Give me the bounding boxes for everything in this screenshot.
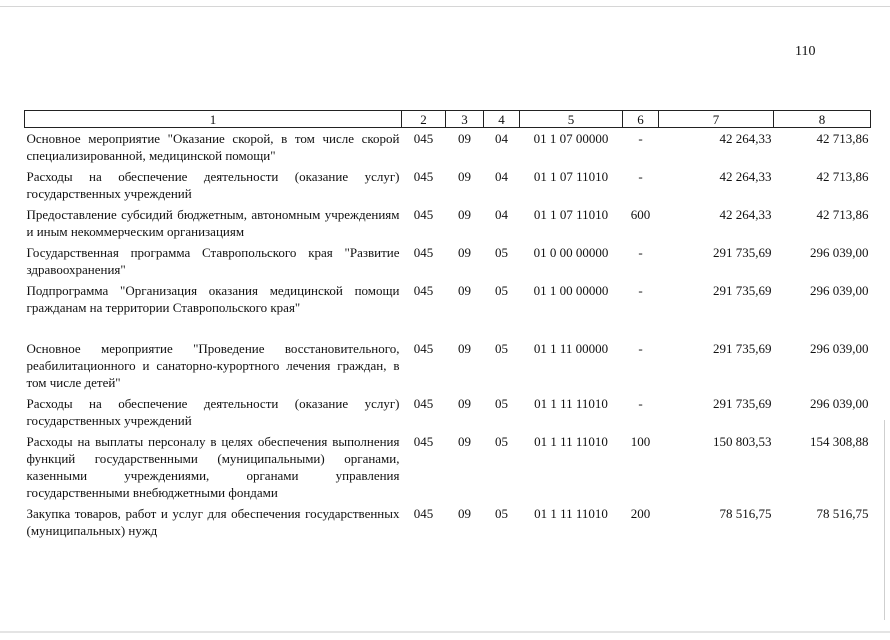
subsection-code: 04: [495, 169, 508, 184]
scan-edge-bottom: [0, 631, 890, 633]
ministry-code: 045: [413, 131, 434, 146]
expense-type-code: 100: [630, 434, 651, 449]
column-header: 7: [659, 111, 774, 128]
subsection-code: 05: [495, 396, 508, 411]
target-item-code: 01 1 07 11010: [533, 207, 609, 222]
column-header: 3: [446, 111, 484, 128]
target-item-code: 01 1 11 00000: [533, 341, 609, 356]
amount-col7: 291 735,69: [713, 245, 772, 260]
page-number: 110: [795, 44, 816, 59]
row-name: Предоставление субсидий бюджетным, автономным учреждениям и иным некоммерческим организациям: [26, 207, 400, 239]
amount-col7: 291 735,69: [713, 396, 772, 411]
table-row: [25, 128, 871, 167]
target-item-code: 01 1 07 00000: [533, 131, 609, 146]
header-row: [25, 111, 871, 128]
subsection-code: 05: [495, 245, 508, 260]
amount-col7: 42 264,33: [719, 169, 772, 184]
ministry-code: 045: [413, 207, 434, 222]
row-name: Закупка товаров, работ и услуг для обеспечения государственных (муниципальных) нужд: [26, 506, 400, 538]
column-header: 8: [774, 111, 871, 128]
subsection-code: 04: [495, 131, 508, 146]
section-code: 09: [458, 341, 471, 356]
target-item-code: 01 1 07 11010: [533, 169, 609, 184]
table-row: [25, 166, 871, 204]
expense-type-code: -: [638, 283, 643, 298]
column-header: 2: [402, 111, 446, 128]
amount-col8: 154 308,88: [810, 434, 869, 449]
expense-type-code: 200: [630, 506, 651, 521]
target-item-code: 01 1 11 11010: [534, 434, 608, 449]
section-code: 09: [458, 506, 471, 521]
scan-edge-top: [0, 6, 890, 7]
amount-col8: 296 039,00: [810, 396, 869, 411]
row-name: Подпрограмма "Организация оказания медицинской помощи гражданам на территории Ставропольского края": [26, 283, 400, 315]
section-code: 09: [458, 131, 471, 146]
amount-col7: 150 803,53: [713, 434, 772, 449]
ministry-code: 045: [413, 434, 434, 449]
table-row: [25, 280, 871, 338]
target-item-code: 01 1 00 00000: [533, 283, 609, 298]
amount-col8: 42 713,86: [816, 169, 869, 184]
section-code: 09: [458, 283, 471, 298]
target-item-code: 01 1 11 11010: [534, 396, 608, 411]
section-code: 09: [458, 396, 471, 411]
row-name: Государственная программа Ставропольского края "Развитие здравоохранения": [26, 245, 400, 277]
amount-col7: 291 735,69: [713, 341, 772, 356]
amount-col8: 296 039,00: [810, 341, 869, 356]
section-code: 09: [458, 434, 471, 449]
column-header: 1: [25, 111, 402, 128]
scan-edge-right: [884, 420, 885, 620]
table-row: [25, 431, 871, 503]
expense-type-code: -: [638, 245, 643, 260]
amount-col7: 42 264,33: [719, 131, 772, 146]
target-item-code: 01 1 11 11010: [534, 506, 608, 521]
subsection-code: 05: [495, 341, 508, 356]
subsection-code: 05: [495, 506, 508, 521]
expense-type-code: -: [638, 396, 643, 411]
table-row: [25, 503, 871, 541]
target-item-code: 01 0 00 00000: [533, 245, 609, 260]
ministry-code: 045: [413, 283, 434, 298]
amount-col8: 42 713,86: [816, 207, 869, 222]
column-header: 5: [520, 111, 623, 128]
column-header: 4: [484, 111, 520, 128]
table-row: [25, 242, 871, 280]
amount-col8: 42 713,86: [816, 131, 869, 146]
expense-type-code: 600: [630, 207, 651, 222]
ministry-code: 045: [413, 506, 434, 521]
amount-col7: 291 735,69: [713, 283, 772, 298]
subsection-code: 05: [495, 283, 508, 298]
amount-col7: 42 264,33: [719, 207, 772, 222]
table-row: [25, 338, 871, 393]
amount-col8: 296 039,00: [810, 245, 869, 260]
section-code: 09: [458, 245, 471, 260]
row-name: Расходы на обеспечение деятельности (оказание услуг) государственных учреждений: [26, 396, 400, 428]
section-code: 09: [458, 169, 471, 184]
row-name: Основное мероприятие "Проведение восстановительного, реабилитационного и санаторно-курортного лечения граждан, в том числе детей": [26, 341, 400, 390]
ministry-code: 045: [413, 245, 434, 260]
table-row: [25, 393, 871, 431]
ministry-code: 045: [413, 396, 434, 411]
ministry-code: 045: [413, 341, 434, 356]
amount-col8: 78 516,75: [816, 506, 869, 521]
row-name: Основное мероприятие "Оказание скорой, в том числе скорой специализированной, медицинской помощи": [26, 131, 400, 163]
subsection-code: 05: [495, 434, 508, 449]
column-header: 6: [623, 111, 659, 128]
expense-type-code: -: [638, 131, 643, 146]
ministry-code: 045: [413, 169, 434, 184]
section-code: 09: [458, 207, 471, 222]
subsection-code: 04: [495, 207, 508, 222]
row-name: Расходы на обеспечение деятельности (оказание услуг) государственных учреждений: [26, 169, 400, 201]
amount-col8: 296 039,00: [810, 283, 869, 298]
budget-table: [24, 110, 871, 541]
amount-col7: 78 516,75: [719, 506, 772, 521]
expense-type-code: -: [638, 169, 643, 184]
expense-type-code: -: [638, 341, 643, 356]
table-row: [25, 204, 871, 242]
row-name: Расходы на выплаты персоналу в целях обеспечения выполнения функций государственными (муниципальными) органами, казенными учреждениями, органами управления государственными внебюджетными фондами: [26, 434, 400, 500]
